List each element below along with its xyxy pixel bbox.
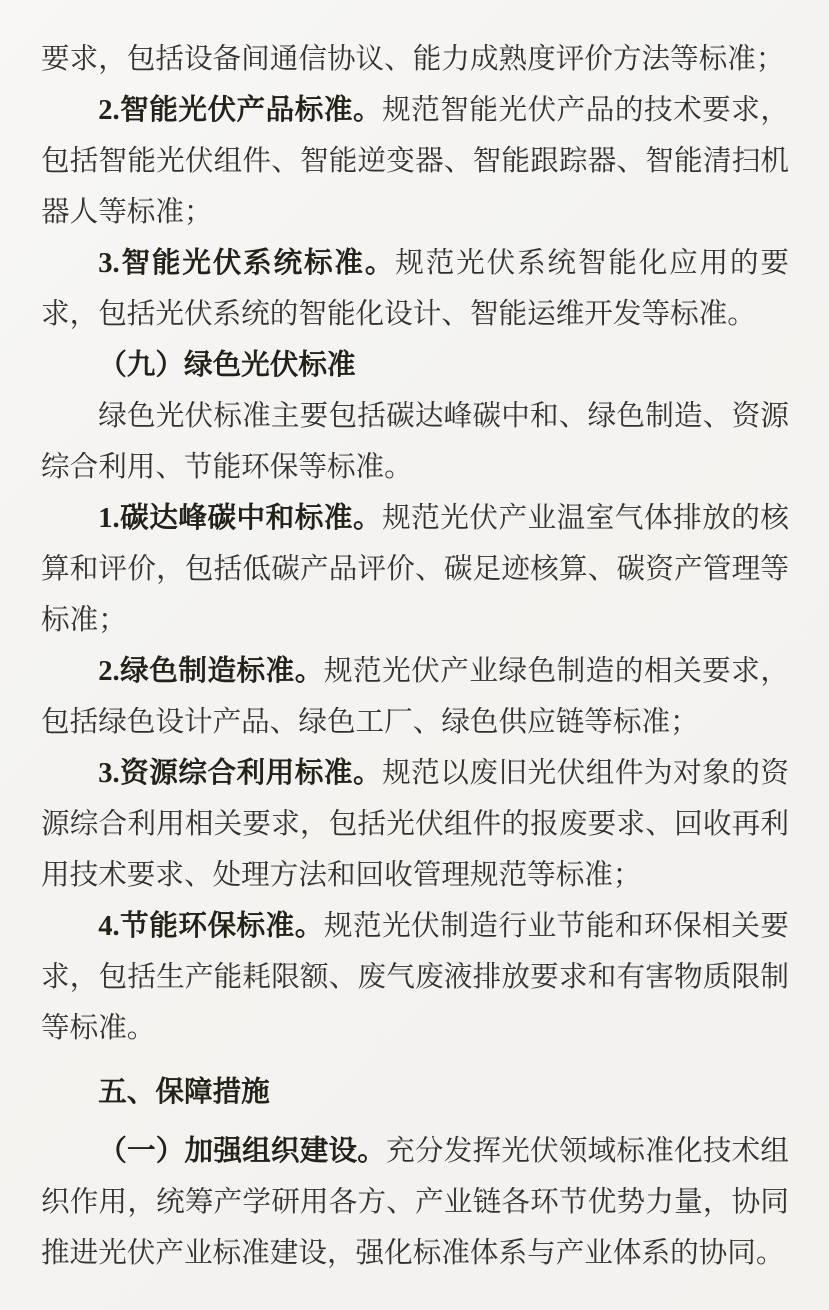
para-strengthen-organization xyxy=(41,1126,789,1279)
heading-green-pv-standard xyxy=(41,340,789,391)
para-energy-saving-environmental-standard xyxy=(41,901,789,1054)
para-lead: 3.智能光伏系统标准。 xyxy=(98,248,396,279)
para-text: 规范光伏制造行业节能和环保相关要求，包括生产能耗限额、废气废液排放要求和有害物质限制等标准。 xyxy=(41,911,789,1044)
para-text: 绿色光伏标准主要包括碳达峰碳中和、绿色制造、资源综合利用、节能环保等标准。 xyxy=(41,401,789,483)
para-continuation-equipment-communication xyxy=(41,34,789,85)
para-smart-pv-system-standard xyxy=(41,238,789,340)
para-text: 充分发挥光伏领域标准化技术组织作用，统筹产学研用各方、产业链各环节优势力量，协同推进光伏产业标准建设，强化标准体系与产业体系的协同。 xyxy=(41,1136,789,1269)
para-lead: 2.绿色制造标准。 xyxy=(98,656,324,687)
para-lead: 1.碳达峰碳中和标准。 xyxy=(98,503,383,534)
para-green-pv-overview xyxy=(41,391,789,493)
para-text: 规范智能光伏产品的技术要求，包括智能光伏组件、智能逆变器、智能跟踪器、智能清扫机器人等标准； xyxy=(41,95,789,228)
para-carbon-peak-neutrality-standard xyxy=(41,493,789,646)
para-lead: 3.资源综合利用标准。 xyxy=(98,758,383,789)
para-lead: 2.智能光伏产品标准。 xyxy=(98,95,383,126)
para-lead: （一）加强组织建设。 xyxy=(98,1136,387,1167)
para-text: 规范以废旧光伏组件为对象的资源综合利用相关要求，包括光伏组件的报废要求、回收再利用技术要求、处理方法和回收管理规范等标准； xyxy=(41,758,789,891)
para-text: 要求，包括设备间通信协议、能力成熟度评价方法等标准； xyxy=(41,44,785,75)
heading-safeguard-measures xyxy=(41,1067,789,1118)
para-text: 规范光伏产业绿色制造的相关要求，包括绿色设计产品、绿色工厂、绿色供应链等标准； xyxy=(41,656,789,738)
para-green-manufacturing-standard xyxy=(41,646,789,748)
para-text: 规范光伏系统智能化应用的要求，包括光伏系统的智能化设计、智能运维开发等标准。 xyxy=(41,248,789,330)
para-lead: 4.节能环保标准。 xyxy=(98,911,324,942)
heading-text: 五、保障措施 xyxy=(98,1077,270,1108)
para-text: 规范光伏产业温室气体排放的核算和评价，包括低碳产品评价、碳足迹核算、碳资产管理等标准； xyxy=(41,503,789,636)
para-smart-pv-product-standard xyxy=(41,85,789,238)
para-resource-utilization-standard xyxy=(41,748,789,901)
heading-text: （九）绿色光伏标准 xyxy=(98,350,356,381)
